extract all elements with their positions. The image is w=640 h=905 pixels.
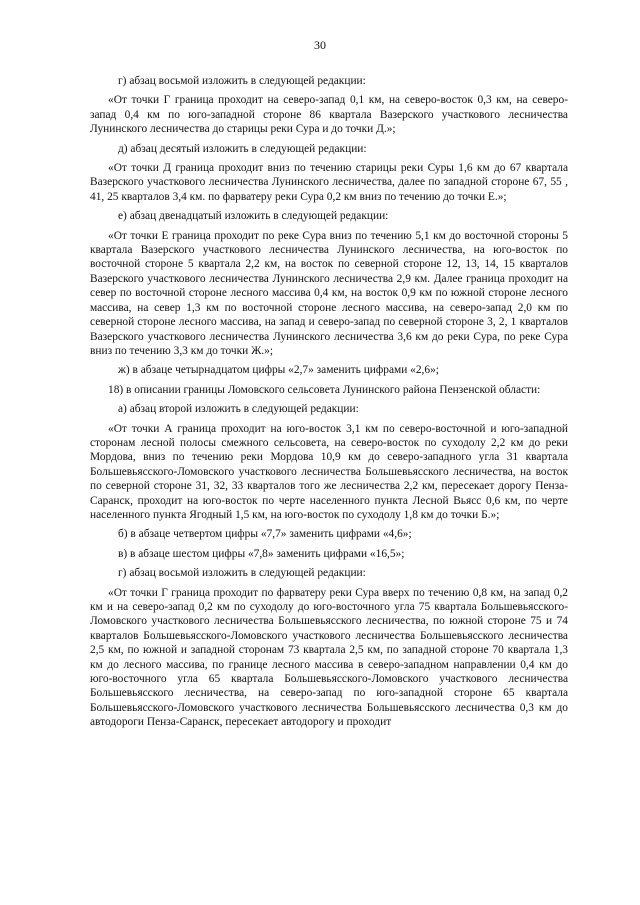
paragraph-item-e: е) абзац двенадцатый изложить в следующей редакции: bbox=[118, 210, 389, 223]
paragraph-item-d: д) абзац десятый изложить в следующей редакции: bbox=[118, 142, 367, 155]
paragraph-item-v: в) в абзаце шестом цифры «7,8» заменить цифрами «16,5»; bbox=[118, 547, 405, 560]
paragraph-quote: «От точки Г граница проходит по фарватеру реки Сура вверх по течению 0,8 км, на запад 0,2 км и на северо-запад 0,2 км по суходолу до юго-восточного угла 75 квартала Большевьясского-Ломовского участкового лесничества Большевьясского лесничества, по южной стороне 75 и 74 кварталов Большевьясского-Ломовского участкового лесничества Большевьясского лесничества 2,5 км, по южной и западной сторонам 73 квартала 2,5 км, по западной стороне 70 квартала 1,3 км до лесного массива, по границе лесного массива в северо-западном направлении 0,4 км до юго-восточного угла 65 квартала Большевьясского-Ломовского участкового лесничества Большевьясского лесничества, на северо-запад по юго-западной стороне 65 квартала Большевьясского-Ломовского участкового лесничества Большевьясского лесничества 0,3 км до автодороги Пенза-Саранск, пересекает автодорогу и проходит bbox=[90, 586, 568, 729]
paragraph-quote: «От точки А граница проходит на юго-восток 3,1 км по северо-восточной и юго-западной сторонам лесной полосы смежного сельсовета, на северо-восток по суходолу 2,2 км до реки Мордова, вниз по течению реки Мордова 10,9 км до северо-западного угла 31 квартала Большевьясского-Ломовского участкового лесничества Большевьясского лесничества, на восток по северной стороне 31, 32, 33 кварталов того же лесничества 2,2 км, пересекает дорогу Пенза-Саранск, проходит на юго-восток по черте населенного пункта Лесной Вьясс 0,6 км, по черте населенного пункта Ягодный 1,5 км, на юго-восток по суходолу 1,8 км до точки Б.»; bbox=[90, 422, 568, 521]
page-number: 30 bbox=[314, 38, 326, 52]
paragraph-item-b: б) в абзаце четвертом цифры «7,7» заменить цифрами «4,6»; bbox=[118, 528, 412, 541]
paragraph-quote: «От точки Е граница проходит по реке Сура вниз по течению 5,1 км до восточной стороны 5 квартала Вазерского участкового лесничества Лунинского лесничества, на юго-восток по восточной стороне 5 квартала 2,2 км, на восток по северной стороне 12, 13, 14, 15 кварталов Вазерского участкового лесничества Лунинского лесничества 2,9 км. Далее граница проходит на север по восточной стороне лесного массива 0,4 км, на восток 0,9 км по южной стороне лесного массива, на север 1,3 км по восточной стороне лесного массива, на северо-запад 2,0 км по северной стороне лесного массива, на запад и северо-запад по северной стороне 3, 2, 1 кварталов Вазерского участкового лесничества Лунинского лесничества 3,6 км до реки Сура, по реке Сура вниз по течению 3,3 км до точки Ж.»; bbox=[90, 229, 568, 357]
paragraph-item-g: г) абзац восьмой изложить в следующей редакции: bbox=[118, 75, 366, 87]
paragraph-item-zh: ж) в абзаце четырнадцатом цифры «2,7» заменить цифрами «2,6»; bbox=[118, 364, 439, 377]
paragraph-quote: «От точки Д граница проходит вниз по течению старицы реки Суры 1,6 км до 67 квартала Вазерского участкового лесничества Лунинского лесничества, далее по западной стороне 67, 55 , 41, 25 кварталов 3,4 км. по фарватеру реки Сура 0,2 км вниз по течению до точки Е.»; bbox=[90, 162, 568, 203]
paragraph-quote: «От точки Г граница проходит на северо-запад 0,1 км, на северо-восток 0,3 км, на северо-запад 0,4 км по юго-западной стороне 86 квартала Вазерского участкового лесничества Лунинского лесничества до старицы реки Сура и до точки Д.»; bbox=[90, 94, 568, 136]
document-body bbox=[90, 74, 568, 730]
paragraph-item-g2: г) абзац восьмой изложить в следующей редакции: bbox=[118, 567, 366, 580]
paragraph-section-18: 18) в описании границы Ломовского сельсовета Лунинского района Пензенской области: bbox=[108, 383, 541, 396]
paragraph-item-a: а) абзац второй изложить в следующей редакции: bbox=[118, 403, 359, 416]
